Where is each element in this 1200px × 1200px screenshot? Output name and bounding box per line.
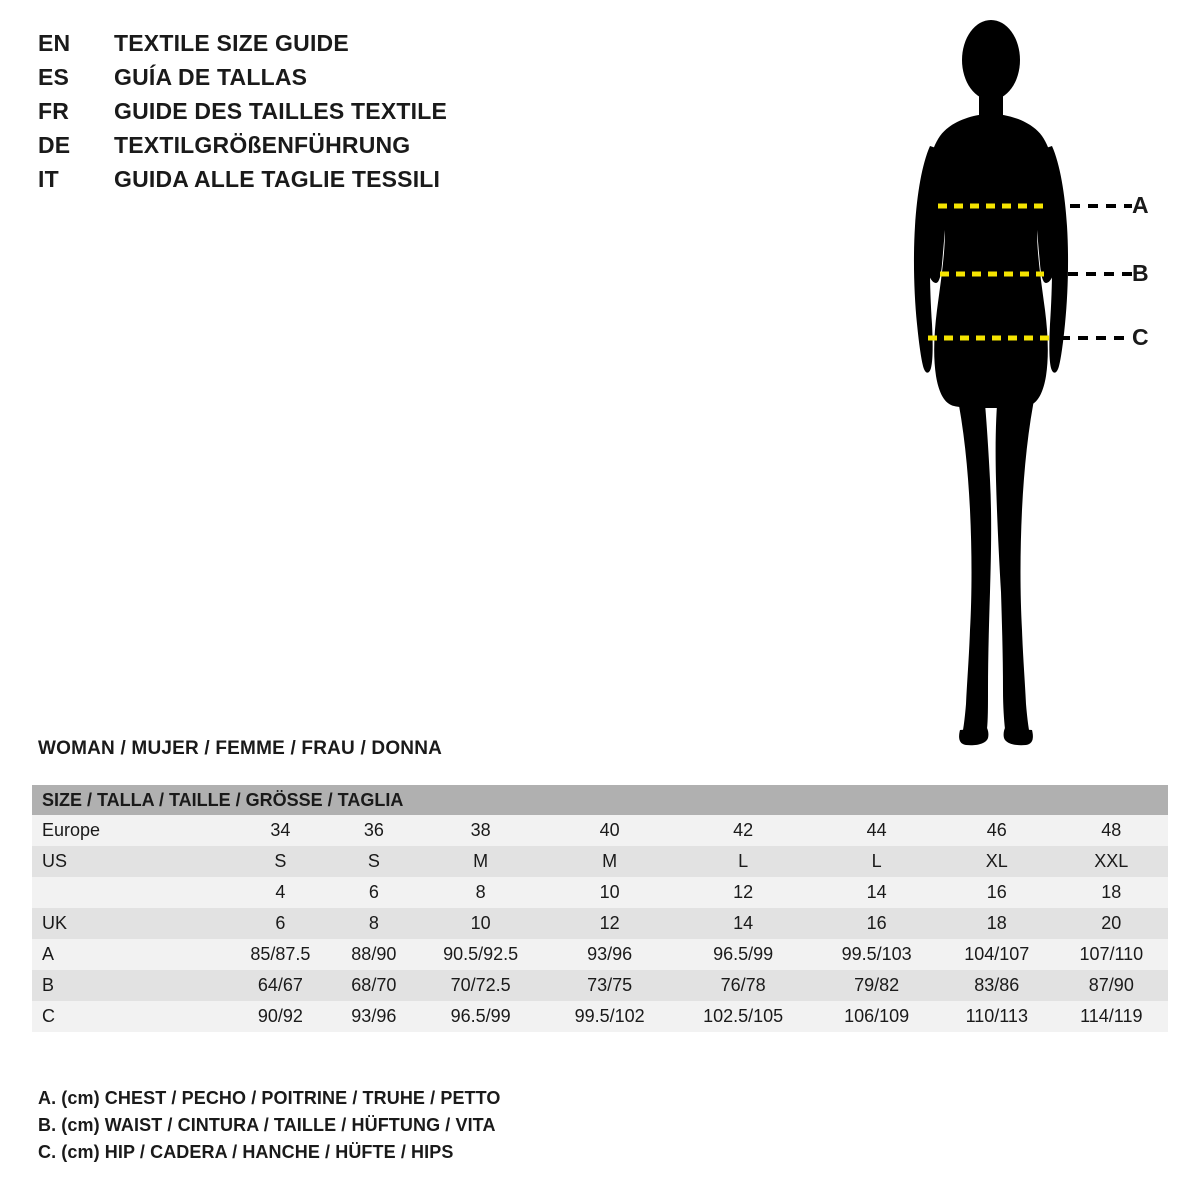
cell: L	[672, 846, 814, 877]
cell: 20	[1055, 908, 1168, 939]
title-lang-es: ES	[38, 64, 70, 90]
cell: 93/96	[334, 1001, 414, 1032]
cell: 96.5/99	[414, 1001, 547, 1032]
row-label-us: US	[32, 846, 227, 877]
title-row	[38, 132, 558, 166]
row-label-b: B	[32, 970, 227, 1001]
cell: 85/87.5	[227, 939, 334, 970]
cell: 64/67	[227, 970, 334, 1001]
title-lang-de: DE	[38, 132, 71, 158]
table-row	[32, 939, 1168, 970]
cell: S	[334, 846, 414, 877]
cell: 104/107	[939, 939, 1055, 970]
footnote-c: C. (cm) HIP / CADERA / HANCHE / HÜFTE / HIPS	[38, 1142, 454, 1162]
group-heading-woman: WOMAN / MUJER / FEMME / FRAU / DONNA	[38, 738, 443, 759]
table-header-row	[32, 785, 1168, 815]
cell: 6	[334, 877, 414, 908]
cell: 40	[547, 815, 672, 846]
title-row	[38, 166, 558, 200]
table-header-label: SIZE / TALLA / TAILLE / GRÖSSE / TAGLIA	[32, 785, 1168, 815]
cell: 48	[1055, 815, 1168, 846]
cell: 83/86	[939, 970, 1055, 1001]
body-measurement-figure	[860, 18, 1190, 738]
cell: 110/113	[939, 1001, 1055, 1032]
cell: 79/82	[814, 970, 939, 1001]
cell: 8	[414, 877, 547, 908]
table-row	[32, 815, 1168, 846]
title-row	[38, 30, 558, 64]
table-row	[32, 877, 1168, 908]
cell: M	[414, 846, 547, 877]
table-row	[32, 970, 1168, 1001]
cell: 76/78	[672, 970, 814, 1001]
cell: 114/119	[1055, 1001, 1168, 1032]
cell: 99.5/103	[814, 939, 939, 970]
table-row	[32, 846, 1168, 877]
row-label-europe: Europe	[32, 815, 227, 846]
cell: M	[547, 846, 672, 877]
title-text-es: GUÍA DE TALLAS	[114, 64, 308, 90]
cell: 68/70	[334, 970, 414, 1001]
table-row	[32, 1001, 1168, 1032]
female-silhouette-icon	[860, 18, 1190, 748]
footnote-b: B. (cm) WAIST / CINTURA / TAILLE / HÜFTUNG / VITA	[38, 1115, 496, 1135]
cell: 10	[547, 877, 672, 908]
measure-label-b: B	[1132, 260, 1149, 286]
cell: 4	[227, 877, 334, 908]
cell: 6	[227, 908, 334, 939]
row-label-c: C	[32, 1001, 227, 1032]
cell: S	[227, 846, 334, 877]
cell: 87/90	[1055, 970, 1168, 1001]
cell: 90/92	[227, 1001, 334, 1032]
row-label-a: A	[32, 939, 227, 970]
cell: 73/75	[547, 970, 672, 1001]
cell: 10	[414, 908, 547, 939]
cell: 106/109	[814, 1001, 939, 1032]
cell: 99.5/102	[547, 1001, 672, 1032]
title-lang-it: IT	[38, 166, 59, 192]
footnote-a: A. (cm) CHEST / PECHO / POITRINE / TRUHE / PETTO	[38, 1088, 501, 1108]
row-label-uk: UK	[32, 908, 227, 939]
cell: 34	[227, 815, 334, 846]
cell: 18	[939, 908, 1055, 939]
cell: L	[814, 846, 939, 877]
row-label-us-numeric	[32, 877, 227, 908]
title-block	[38, 30, 558, 200]
title-lang-fr: FR	[38, 98, 70, 124]
cell: 96.5/99	[672, 939, 814, 970]
title-lang-en: EN	[38, 30, 71, 56]
cell: 46	[939, 815, 1055, 846]
title-text-fr: GUIDE DES TAILLES TEXTILE	[114, 98, 447, 124]
table-row	[32, 908, 1168, 939]
cell: 38	[414, 815, 547, 846]
footnotes	[38, 1088, 738, 1169]
size-table	[32, 785, 1168, 1032]
cell: XL	[939, 846, 1055, 877]
cell: 16	[939, 877, 1055, 908]
title-text-en: TEXTILE SIZE GUIDE	[114, 30, 349, 56]
measure-label-c: C	[1132, 324, 1149, 350]
cell: 12	[672, 877, 814, 908]
title-row	[38, 98, 558, 132]
cell: 12	[547, 908, 672, 939]
cell: 44	[814, 815, 939, 846]
cell: 90.5/92.5	[414, 939, 547, 970]
cell: 107/110	[1055, 939, 1168, 970]
title-text-de: TEXTILGRÖßENFÜHRUNG	[114, 132, 411, 158]
cell: XXL	[1055, 846, 1168, 877]
cell: 14	[814, 877, 939, 908]
cell: 18	[1055, 877, 1168, 908]
measure-label-a: A	[1132, 192, 1149, 218]
cell: 93/96	[547, 939, 672, 970]
title-row	[38, 64, 558, 98]
cell: 16	[814, 908, 939, 939]
cell: 14	[672, 908, 814, 939]
cell: 42	[672, 815, 814, 846]
cell: 8	[334, 908, 414, 939]
title-text-it: GUIDA ALLE TAGLIE TESSILI	[114, 166, 441, 192]
cell: 102.5/105	[672, 1001, 814, 1032]
cell: 70/72.5	[414, 970, 547, 1001]
cell: 36	[334, 815, 414, 846]
cell: 88/90	[334, 939, 414, 970]
